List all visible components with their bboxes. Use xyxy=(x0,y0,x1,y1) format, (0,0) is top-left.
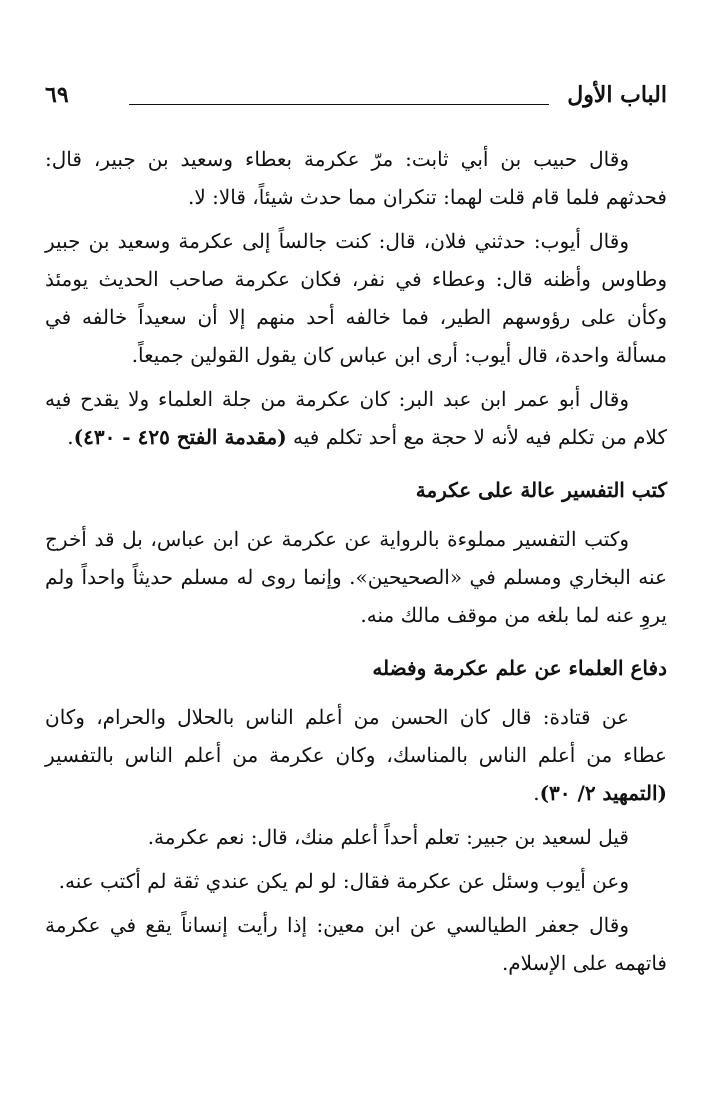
section-heading-tafsir: كتب التفسير عالة على عكرمة xyxy=(415,478,667,502)
paragraph-tafsir-books: وكتب التفسير مملوءة بالرواية عن عكرمة عن ابن عباس، بل قد أخرج عنه البخاري ومسلم في «الصحيحين». وإنما روى له مسلم حديثاً واحداً ولم يروِ عنه لما بلغه من موقف مالك منه. xyxy=(45,527,667,627)
source-reference: (التمهيد ٢/ ٣٠) xyxy=(539,781,667,805)
section-heading-defense: دفاع العلماء عن علم عكرمة وفضله xyxy=(372,656,667,680)
source-reference: (مقدمة الفتح ٤٢٥ - ٤٣٠) xyxy=(73,425,287,449)
paragraph-text: وقال أبو عمر ابن عبد البر: كان عكرمة من جلة العلماء ولا يقدح فيه كلام من تكلم فيه لأنه لا حجة مع أحد تكلم فيه xyxy=(45,387,667,449)
page-body xyxy=(45,140,667,988)
paragraph-ibn-abd-al-barr xyxy=(45,380,667,456)
paragraph-qatadah xyxy=(45,698,667,812)
paragraph-text: عن قتادة: قال كان الحسن من أعلم الناس بالحلال والحرام، وكان عطاء من أعلم الناس بالمناسك، وكان عكرمة من أعلم الناس بالتفسير xyxy=(45,705,667,767)
page-header xyxy=(45,80,667,114)
page-number: ٦٩ xyxy=(45,82,69,108)
paragraph-end: . xyxy=(533,781,540,805)
paragraph-said: قيل لسعيد بن جبير: تعلم أحداً أعلم منك، قال: نعم عكرمة. xyxy=(147,825,629,849)
header-rule xyxy=(129,104,549,105)
paragraph-jafar: وقال جعفر الطيالسي عن ابن معين: إذا رأيت إنساناً يقع في عكرمة فاتهمه على الإسلام. xyxy=(45,913,667,975)
chapter-title: الباب الأول xyxy=(567,82,667,108)
paragraph-habib: وقال حبيب بن أبي ثابت: مرّ عكرمة بعطاء وسعيد بن جبير، قال: فحدثهم فلما قام قلت لهما: تنكران مما حدث شيئاً، قالا: لا. xyxy=(45,147,667,209)
paragraph-ayyub: وقال أيوب: حدثني فلان، قال: كنت جالساً إلى عكرمة وسعيد بن جبير وطاوس وأظنه قال: وعطاء في نفر، فكان عكرمة صاحب الحديث يومئذ وكأن على رؤوسهم الطير، فما خالفه أحد منهم إلا أن سعيداً خالفه في مسألة واحدة، قال أيوب: أرى ابن عباس كان يقول القولين جميعاً. xyxy=(45,229,667,367)
paragraph-ayyub-trust: وعن أيوب وسئل عن عكرمة فقال: لو لم يكن عندي ثقة لم أكتب عنه. xyxy=(58,869,629,893)
paragraph-end: . xyxy=(67,425,74,449)
